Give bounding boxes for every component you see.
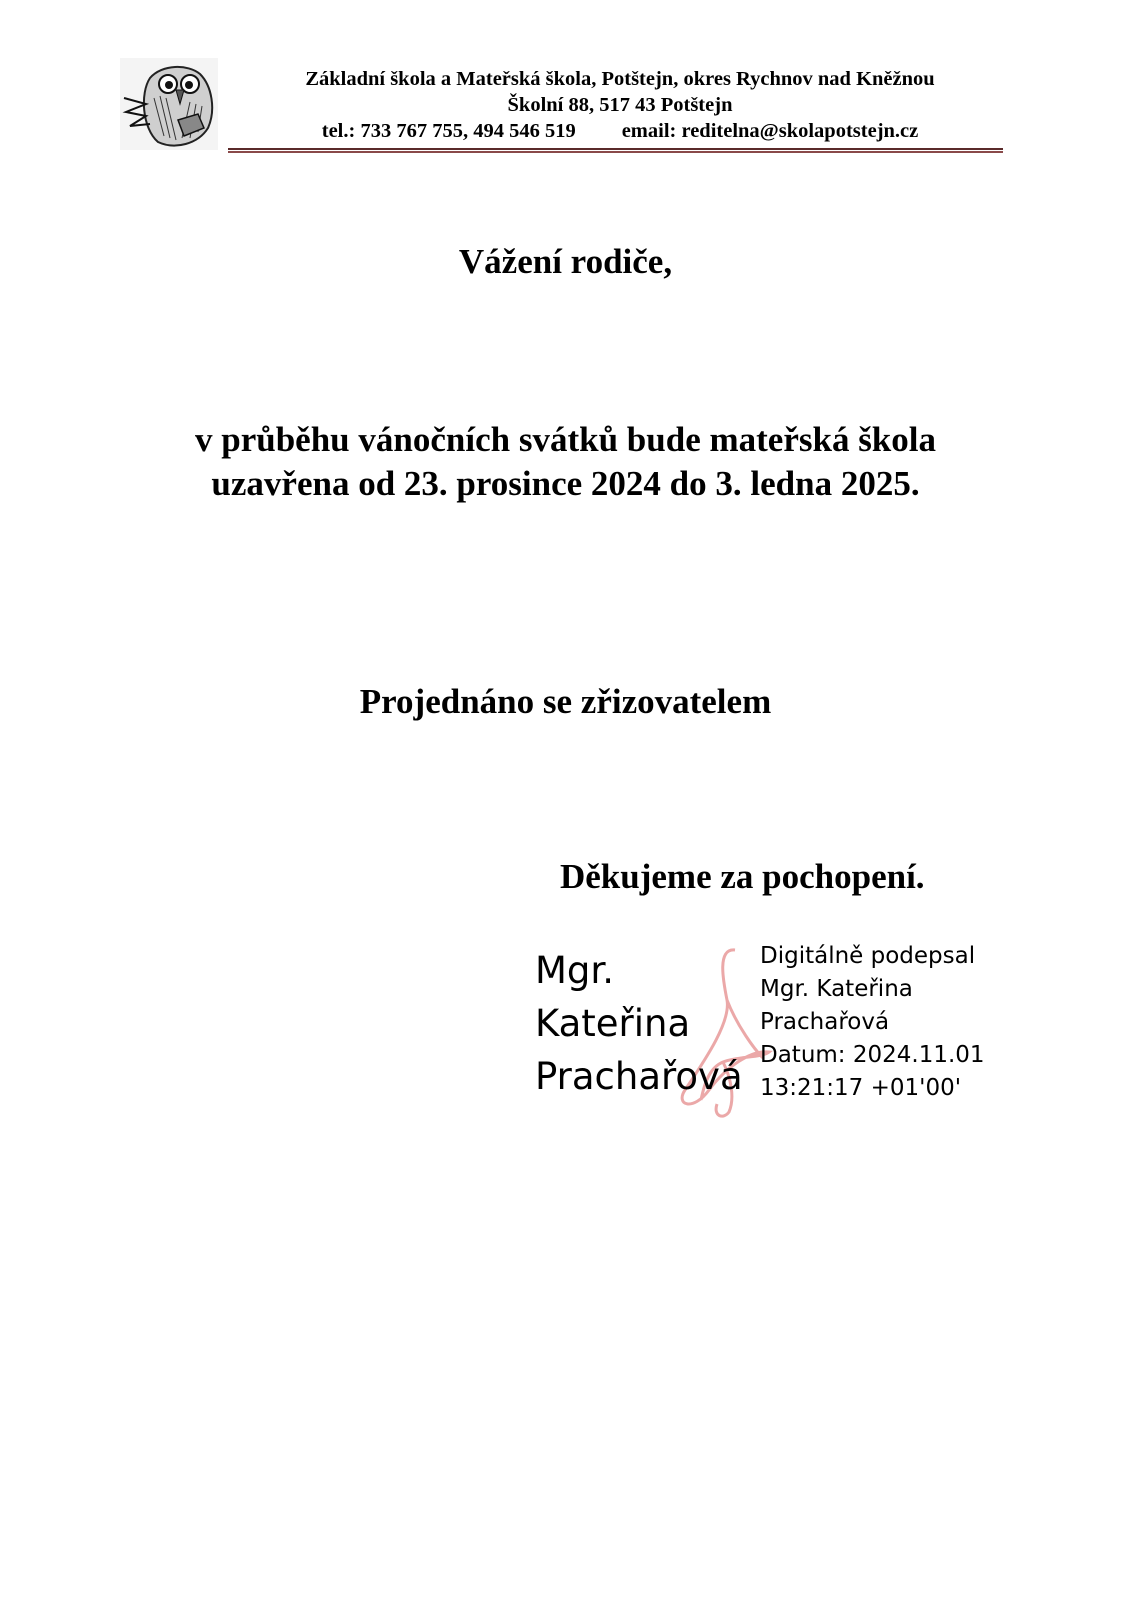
signature-time: 13:21:17 +01'00' xyxy=(760,1075,962,1101)
digital-signature xyxy=(535,940,1005,1120)
message-line-1: v průběhu vánočních svátků bude mateřská škola xyxy=(195,420,936,459)
letterhead xyxy=(230,66,1010,144)
header-divider xyxy=(228,148,1003,153)
thanks-note: Děkujeme za pochopení. xyxy=(560,857,925,896)
signer-last-name: Prachařová xyxy=(535,1055,743,1098)
school-email: email: reditelna@skolapotstejn.cz xyxy=(621,120,919,142)
approval-note: Projednáno se zřizovatelem xyxy=(359,682,772,721)
signer-name xyxy=(535,944,743,1103)
signature-details-line: Prachařová xyxy=(760,1009,890,1035)
signature-details-line: Mgr. Kateřina xyxy=(760,976,913,1002)
owl-logo-icon xyxy=(120,58,218,150)
signer-first-name: Kateřina xyxy=(535,1002,691,1045)
school-name: Základní škola a Mateřská škola, Potštejn, okres Rychnov nad Kněžnou xyxy=(305,68,935,90)
signature-details-line: Digitálně podepsal xyxy=(760,943,976,969)
greeting: Vážení rodiče, xyxy=(458,242,673,281)
contact-row xyxy=(230,118,1010,144)
closure-message xyxy=(0,418,1131,506)
signature-details xyxy=(760,940,985,1105)
signature-date: Datum: 2024.11.01 xyxy=(760,1042,985,1068)
message-line-2: uzavřena od 23. prosince 2024 do 3. ledna 2025. xyxy=(211,464,920,503)
signer-title: Mgr. xyxy=(535,949,614,992)
school-phone: tel.: 733 767 755, 494 546 519 xyxy=(321,120,576,142)
school-address: Školní 88, 517 43 Potštejn xyxy=(507,94,733,116)
